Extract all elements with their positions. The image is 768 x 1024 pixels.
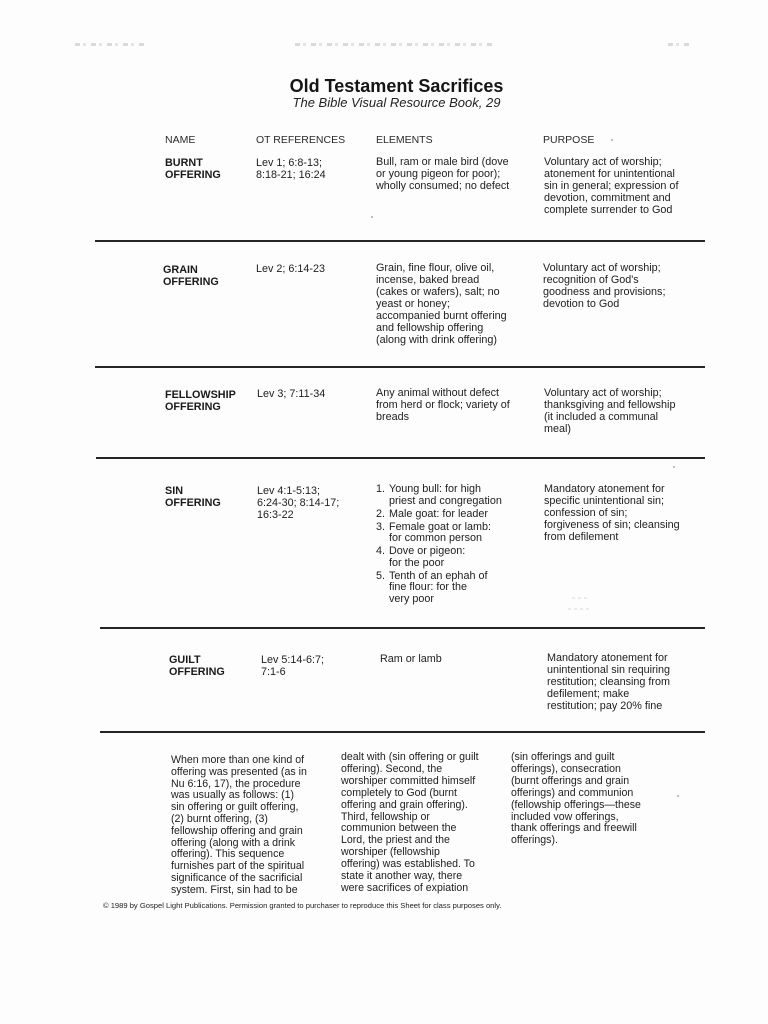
ot-references xyxy=(261,654,324,678)
ot-references xyxy=(256,157,326,181)
page-subtitle: The Bible Visual Resource Book, 29 xyxy=(292,95,501,110)
element-list-item xyxy=(376,484,502,507)
notes-column-2 xyxy=(341,752,479,895)
reference-line: Lev 4:1-5:13; xyxy=(257,485,321,497)
element-list-item xyxy=(376,509,502,521)
offering-name-line: SIN xyxy=(165,485,183,497)
elements-text xyxy=(376,156,509,192)
purpose-line: (it included a communal xyxy=(544,411,659,423)
offering-name-line: GRAIN xyxy=(163,264,198,276)
purpose-text xyxy=(544,387,675,435)
purpose-line: confession of sin; xyxy=(544,507,628,519)
offering-name-line: OFFERING xyxy=(169,666,225,678)
notes-line: offerings) and communion xyxy=(511,786,634,799)
purpose-text xyxy=(547,652,670,712)
column-header-references: OT REFERENCES xyxy=(256,134,346,146)
notes-line: fellowship offering and grain xyxy=(171,824,303,837)
notes-line: (sin offerings and guilt xyxy=(511,751,615,763)
notes-line: furnishes part of the spiritual xyxy=(171,860,305,873)
notes-line: offerings). xyxy=(511,834,558,847)
purpose-line: Mandatory atonement for xyxy=(547,652,668,664)
purpose-line: defilement; make xyxy=(547,688,630,700)
list-number: 1. xyxy=(376,483,386,495)
purpose-line: Mandatory atonement for xyxy=(544,483,665,495)
sacrifice-row-fellowship xyxy=(0,387,768,437)
notes-line: offering and grain offering). xyxy=(341,798,468,811)
reference-line: 6:24-30; 8:14-17; xyxy=(257,497,340,509)
notes-line: offering) was established. To xyxy=(341,858,475,871)
elements-numbered-list xyxy=(376,484,502,605)
scan-header-smudge xyxy=(75,43,145,46)
list-number: 3. xyxy=(376,520,386,533)
notes-line: significance of the sacrificial xyxy=(171,871,303,884)
purpose-line: thanksgiving and fellowship xyxy=(544,399,676,411)
list-number: 5. xyxy=(376,569,386,582)
list-item-text: Tenth of an ephah of xyxy=(389,569,488,582)
purpose-line: devotion to God xyxy=(543,298,620,310)
offering-name-line: OFFERING xyxy=(163,276,219,288)
elements-line: from herd or flock; variety of xyxy=(376,399,510,411)
purpose-line: meal) xyxy=(544,423,571,435)
notes-column-3 xyxy=(511,752,641,847)
notes-line: sin offering or guilt offering, xyxy=(171,801,299,814)
purpose-line: forgiveness of sin; cleansing xyxy=(544,519,680,531)
notes-line: was usually as follows: (1) xyxy=(171,789,295,802)
purpose-line: specific unintentional sin; xyxy=(544,495,665,507)
notes-line: thank offerings and freewill xyxy=(511,822,637,835)
list-item-text: Female goat or lamb: xyxy=(389,520,492,533)
page-title: Old Testament Sacrifices xyxy=(289,76,504,96)
notes-line: (burnt offerings and grain xyxy=(511,774,630,787)
list-number: 2. xyxy=(376,507,386,520)
elements-line: Bull, ram or male bird (dove xyxy=(376,156,509,168)
reference-line: 16:3-22 xyxy=(257,509,294,521)
list-item-text: Dove or pigeon: xyxy=(389,545,466,557)
notes-line: included vow offerings, xyxy=(511,810,619,823)
notes-line: completely to God (burnt xyxy=(341,786,457,799)
purpose-line: restitution; pay 20% fine xyxy=(547,700,663,712)
purpose-line: complete surrender to God xyxy=(544,204,673,216)
reference-line: Lev 3; 7:11-34 xyxy=(257,388,326,400)
elements-text xyxy=(376,262,507,346)
notes-line: offerings), consecration xyxy=(511,762,621,775)
elements-line: incense, baked bread xyxy=(376,274,480,286)
purpose-line: restitution; cleansing from xyxy=(547,676,671,688)
purpose-line: from defilement xyxy=(544,531,619,543)
column-header-elements: ELEMENTS xyxy=(376,134,433,146)
elements-line: and fellowship offering xyxy=(376,322,484,334)
purpose-line: devotion, commitment and xyxy=(544,192,671,204)
elements-line: (cakes or wafers), salt; no xyxy=(376,286,500,298)
scan-header-smudge xyxy=(668,43,690,46)
notes-line: state it another way, there xyxy=(341,870,463,883)
notes-line: offering). Second, the xyxy=(341,762,443,775)
elements-line: (along with drink offering) xyxy=(376,334,498,346)
list-item-text: Young bull: for high xyxy=(389,483,482,495)
list-item-text: Male goat: for leader xyxy=(389,507,489,520)
notes-line: worshiper committed himself xyxy=(341,774,476,787)
offering-name xyxy=(169,654,225,678)
elements-line: accompanied burnt offering xyxy=(376,310,507,322)
column-header-purpose: PURPOSE xyxy=(543,134,595,146)
reference-line: Lev 5:14-6:7; xyxy=(261,654,325,666)
row-divider xyxy=(96,457,705,459)
ot-references xyxy=(256,263,325,275)
elements-line: yeast or honey; xyxy=(376,298,450,310)
sacrifice-row-guilt xyxy=(0,652,768,714)
purpose-line: Voluntary act of worship; xyxy=(544,387,662,399)
sacrifice-row-burnt xyxy=(0,156,768,220)
notes-line: When more than one kind of xyxy=(171,754,305,766)
list-number: 4. xyxy=(376,545,386,557)
purpose-text xyxy=(544,483,680,543)
notes-column-1 xyxy=(171,755,307,897)
notes-line: worshiper (fellowship xyxy=(341,846,440,859)
elements-line: breads xyxy=(376,411,410,423)
purpose-line: Voluntary act of worship; xyxy=(544,156,662,168)
scan-header-smudge xyxy=(295,43,495,46)
offering-name-line: OFFERING xyxy=(165,169,221,181)
scan-smudge xyxy=(568,608,592,610)
ot-references xyxy=(257,388,325,400)
element-list-item-first-line xyxy=(376,509,502,521)
notes-line: were sacrifices of expiation xyxy=(341,881,469,894)
element-list-item-first-line xyxy=(376,546,502,558)
purpose-line: unintentional sin requiring xyxy=(547,664,671,676)
row-divider xyxy=(100,627,705,629)
elements-line: or young pigeon for poor); xyxy=(376,168,501,180)
element-list-item-continuation: very poor xyxy=(389,592,435,605)
element-list-item-continuation: priest and congregation xyxy=(389,494,502,507)
element-list-item-continuation: for the poor xyxy=(389,556,445,569)
offering-name-line: FELLOWSHIP xyxy=(165,389,236,401)
element-list-item-continuation: for common person xyxy=(389,532,483,544)
copyright-footer: © 1989 by Gospel Light Publications. Permission granted to purchaser to reproduce this Sheet for class purposes only. xyxy=(103,901,502,910)
row-divider xyxy=(95,240,705,242)
row-divider xyxy=(95,366,705,368)
offering-name-line: OFFERING xyxy=(165,401,221,413)
purpose-text xyxy=(543,262,665,310)
notes-line: dealt with (sin offering or guilt xyxy=(341,751,479,763)
elements-line: wholly consumed; no defect xyxy=(376,180,510,192)
elements-text xyxy=(380,653,442,665)
offering-name xyxy=(163,264,219,288)
purpose-line: sin in general; expression of xyxy=(544,180,679,192)
offering-name xyxy=(165,389,236,413)
notes-line: offering (along with a drink xyxy=(171,836,296,849)
purpose-line: Voluntary act of worship; xyxy=(543,262,661,274)
element-list-item-continuation: fine flour: for the xyxy=(389,581,468,593)
purpose-text xyxy=(544,156,678,216)
notes-line: (fellowship offerings—these xyxy=(511,798,641,811)
offering-name-line: OFFERING xyxy=(165,497,221,509)
elements-line: Grain, fine flour, olive oil, xyxy=(376,262,495,274)
row-divider xyxy=(100,731,705,733)
offering-name xyxy=(165,485,221,509)
sacrifice-row-sin xyxy=(0,483,768,607)
reference-line: 7:1-6 xyxy=(261,666,286,678)
scan-speck xyxy=(611,139,613,141)
scan-speck xyxy=(677,795,679,797)
notes-line: offering was presented (as in xyxy=(171,765,307,778)
notes-line: Nu 6:16, 17), the procedure xyxy=(171,777,301,790)
purpose-line: atonement for unintentional xyxy=(544,168,675,180)
purpose-line: goodness and provisions; xyxy=(543,286,666,298)
purpose-line: recognition of God's xyxy=(543,274,639,286)
notes-line: offering). This sequence xyxy=(171,848,285,861)
elements-line: Any animal without defect xyxy=(376,387,500,399)
ot-references xyxy=(257,485,339,521)
notes-line: Third, fellowship or xyxy=(341,810,430,823)
offering-name xyxy=(165,157,221,181)
reference-line: 8:18-21; 16:24 xyxy=(256,169,326,181)
offering-name-line: GUILT xyxy=(169,654,201,666)
reference-line: Lev 2; 6:14-23 xyxy=(256,263,326,275)
notes-line: Lord, the priest and the xyxy=(341,834,450,847)
elements-text xyxy=(376,387,510,423)
notes-line: (2) burnt offering, (3) xyxy=(171,812,268,825)
reference-line: Lev 1; 6:8-13; xyxy=(256,157,323,169)
element-list-item xyxy=(376,571,502,606)
offering-name-line: BURNT xyxy=(165,157,203,169)
sacrifice-row-grain xyxy=(0,262,768,348)
column-header-name: NAME xyxy=(165,134,196,146)
elements-line: Ram or lamb xyxy=(380,653,442,665)
element-list-item xyxy=(376,546,502,569)
element-list-item xyxy=(376,522,502,545)
element-list-item-first-line xyxy=(376,484,502,496)
notes-line: system. First, sin had to be xyxy=(171,883,298,896)
notes-line: communion between the xyxy=(341,822,457,835)
scan-speck xyxy=(673,466,675,468)
